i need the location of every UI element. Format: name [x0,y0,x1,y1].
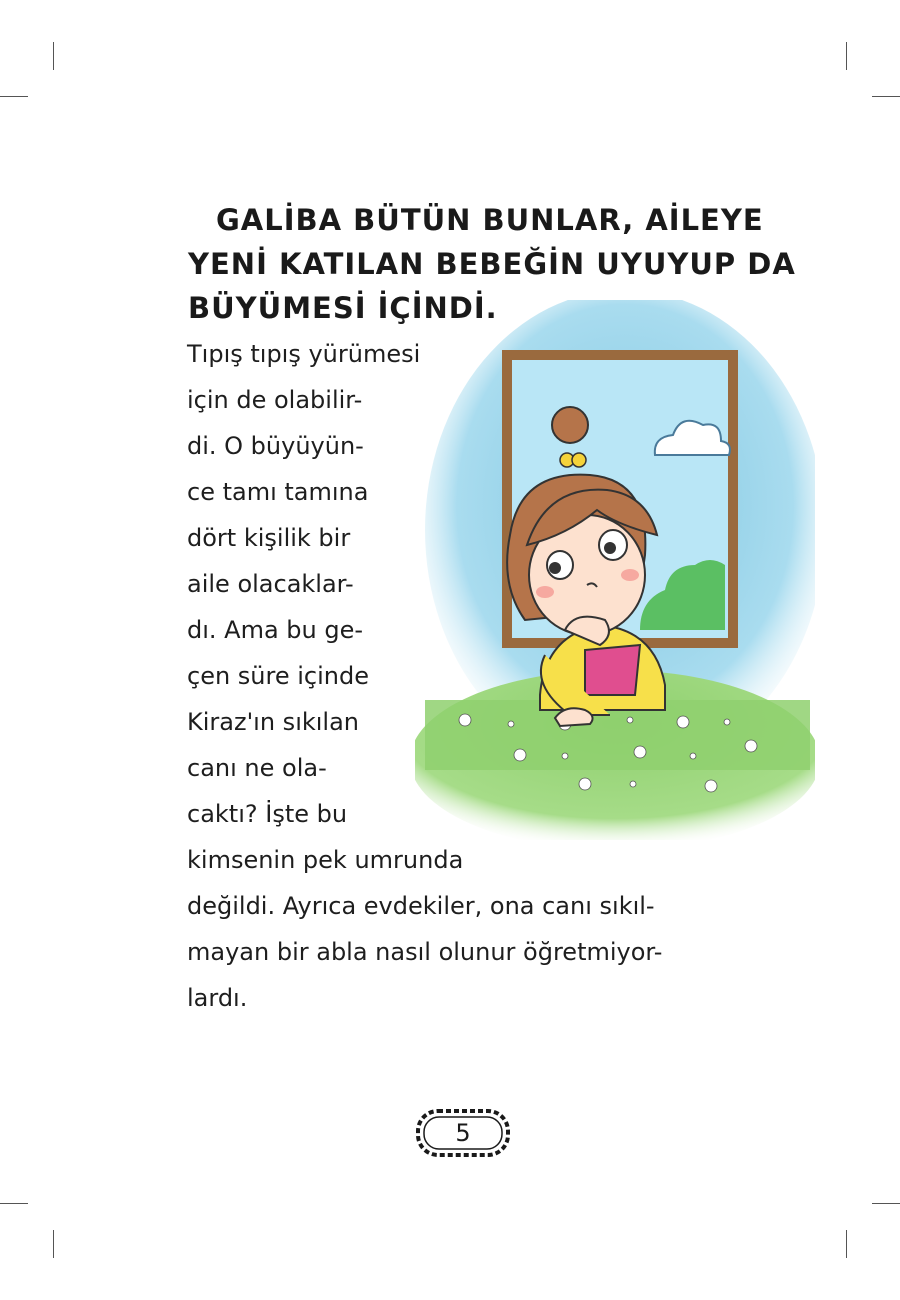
heading-line: GALİBA BÜTÜN BUNLAR, AİLEYE [216,203,764,237]
crop-mark [846,42,847,70]
text-line: dört kişilik bir [187,524,351,552]
heading-line: YENİ KATILAN BEBEĞİN UYUYUP DA [188,247,796,281]
crop-mark [872,96,900,97]
page-number-badge [415,1108,511,1158]
text-line: için de olabilir- [187,386,363,414]
girl-at-window-illustration [415,300,815,840]
text-line: Tıpış tıpış yürümesi [187,340,421,368]
girl-overalls [585,645,640,695]
crop-mark [0,1203,28,1204]
text-line: caktı? İşte bu [187,800,348,828]
text-line: aile olacaklar- [187,570,354,598]
crop-mark [53,42,54,70]
text-line: mayan bir abla nasıl olunur öğretmiyor- [187,938,663,966]
text-line: değildi. Ayrıca evdekiler, ona canı sıkıl- [187,892,655,920]
text-line: Kiraz'ın sıkılan [187,708,360,736]
crop-mark [0,96,28,97]
text-line: di. O büyüyün- [187,432,364,460]
text-line: dı. Ama bu ge- [187,616,364,644]
crop-mark [872,1203,900,1204]
page-number: 5 [455,1119,471,1147]
text-line: canı ne ola- [187,754,327,782]
text-line: ce tamı tamına [187,478,369,506]
text-line: çen süre içinde [187,662,369,690]
crop-mark [846,1230,847,1258]
text-line: kimsenin pek umrunda [187,846,464,874]
text-line: lardı. [187,984,248,1012]
heading-line: BÜYÜMESİ İÇİNDİ. [188,291,498,325]
crop-mark [53,1230,54,1258]
